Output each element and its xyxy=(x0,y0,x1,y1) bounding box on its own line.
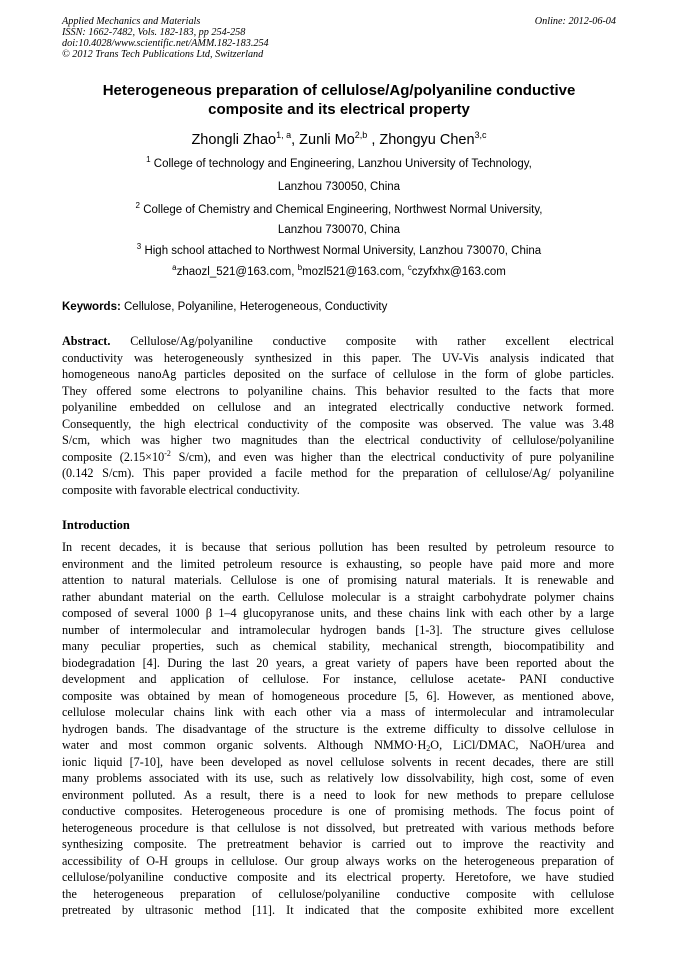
body-line: heterogeneous procedure is that cellulose is not dissolved, but pretreated with various methods before xyxy=(62,820,614,835)
abstract-line: homogeneous nanoAg particles deposited on the surface of cellulose in the form of globe particles. xyxy=(62,367,614,381)
body-line: environment and the limited petroleum resource is exhausting, so people have paid more and more xyxy=(62,556,614,571)
aff-1-num: 1 xyxy=(146,155,151,164)
body-line: composed of several 1000 β 1–4 glucopyranose units, and these chains link with each other by a large xyxy=(62,606,614,620)
author-list xyxy=(40,131,638,149)
aff-1-line-2: Lanzhou 730050, China xyxy=(277,181,401,193)
body-line: biodegradation [4]. During the last 20 years, a great variety of papers have been reported about the xyxy=(62,655,614,670)
author-3-name: Zhongyu Chen xyxy=(379,132,475,148)
doi-line: doi:10.4028/www.scientific.net/AMM.182-183.254 xyxy=(62,38,269,49)
body-line: hydrogen bands. The disadvantage of the structure is the extreme difficulty to dissolve cellulose in xyxy=(62,721,614,736)
abstract-label: Abstract. xyxy=(62,334,111,348)
aff-2-line-1: College of Chemistry and Chemical Engineering, Northwest Normal University, xyxy=(140,204,543,216)
abstract-line: They offered some electrons to polyaniline chains. This behavior resulted to the facts that more xyxy=(62,383,614,398)
keywords-line xyxy=(62,300,387,314)
affiliation-3 xyxy=(40,244,638,258)
body-line: composite was obtained by mean of homogeneous procedure [5, 6]. However, as mentioned above, xyxy=(62,688,614,703)
journal-header xyxy=(62,16,269,60)
body-line: number of intermolecular and intramolecular hydrogen bands [1-3]. The structure gives cellulose xyxy=(62,622,614,637)
affiliation-2 xyxy=(40,203,638,217)
section-heading-introduction: Introduction xyxy=(62,518,130,532)
email-b-sup: b xyxy=(297,263,303,272)
aff-3-line-1: High school attached to Northwest Normal University, Lanzhou 730070, China xyxy=(141,245,542,257)
author-3-sup: 3,c xyxy=(474,130,487,140)
email-c-sup: c xyxy=(407,263,412,272)
email-a-sup: a xyxy=(172,263,177,272)
abstract-line: S/cm, which was higher two magnitudes than the electrical conductivity of cellulose/polyaniline xyxy=(62,433,614,447)
body-line: synthesizing composite. The pretreatment behavior is carried out to improve the reactivity and xyxy=(62,837,614,851)
affiliation-2-city xyxy=(40,223,638,237)
paper-title xyxy=(40,81,638,119)
journal-name: Applied Mechanics and Materials xyxy=(62,16,201,27)
body-line: many peculiar properties, such as chemical stability, mechanical strength, biocompatibility and xyxy=(62,639,614,653)
body-line: conductive composites. Heterogeneous procedure is one of promising methods. The focus point of xyxy=(62,804,614,818)
author-2-name: Zunli Mo xyxy=(299,132,355,148)
body-line: cellulose/polyaniline conductive composite and its electrical property. Heretofore, we have studied xyxy=(62,870,614,884)
author-2-sup: 2,b xyxy=(354,130,368,140)
body-line: rather abundant material on the earth. Cellulose molecular is a straight carbohydrate polymer chains xyxy=(62,589,614,604)
aff-2-line-2: Lanzhou 730070, China xyxy=(277,224,401,236)
body-line: In recent decades, it is because that serious pollution has been resulted by petroleum resource to xyxy=(62,540,614,554)
abstract-line: composite ($2.15\times 10^{-2}$ S/cm), and even was higher than the electrical conductivity of pure polyaniline xyxy=(62,448,614,464)
introduction-paragraph xyxy=(62,539,614,919)
title-line-2: composite and its electrical property xyxy=(208,101,470,118)
body-line: development and application of cellulose. For instance, cellulose acetate- PANI conductive xyxy=(62,672,614,686)
body-line: many problems associated with its use, such as relatively low dissolvability, high cost, some of even xyxy=(62,771,614,785)
affiliation-1-city xyxy=(40,180,638,194)
issn-line: ISSN: 1662-7482, Vols. 182-183, pp 254-258 xyxy=(62,27,246,38)
abstract-line: conductivity was heterogeneously synthesized in this paper. The UV-Vis analysis indicated that xyxy=(62,350,614,365)
body-line: cellulose molecular chains link with each other via a mass of intermolecular and intramolecular xyxy=(62,705,614,719)
body-line: ionic liquid [7-10], have been developed as novel cellulose solvents in recent decades, there are still xyxy=(62,754,614,769)
body-line: attention to natural materials. Cellulose is one of promising natural materials. It is renewable and xyxy=(62,573,614,587)
aff-2-num: 2 xyxy=(135,201,140,210)
affiliation-1 xyxy=(40,157,638,171)
abstract-paragraph xyxy=(62,333,614,498)
email-2[interactable]: mozl521@163.com, xyxy=(302,266,408,278)
abstract-line: (0.142 S/cm). This paper provided a facile method for the preparation of cellulose/Ag/ polyaniline xyxy=(62,466,614,480)
body-line: pretreated by ultrasonic method [11]. It indicated that the composite exhibited more excellent xyxy=(62,903,614,917)
author-1-sup: 1, a xyxy=(276,130,292,140)
author-sep-2: , xyxy=(367,132,380,148)
title-line-1: Heterogeneous preparation of cellulose/Ag/polyaniline conductive xyxy=(102,82,576,99)
online-date: Online: 2012-06-04 xyxy=(534,16,616,27)
body-line: environment polluted. As a result, there is a need to look for new methods to prepare cellulose xyxy=(62,787,614,802)
aff-1-line-1: College of technology and Engineering, Lanzhou University of Technology, xyxy=(150,158,532,170)
copyright-line: © 2012 Trans Tech Publications Ltd, Switzerland xyxy=(62,49,264,60)
abstract-line: composite with favorable electrical conductivity. xyxy=(62,482,300,497)
email-3[interactable]: czyfxhx@163.com xyxy=(411,266,506,278)
abstract-line: Abstract. Cellulose/Ag/polyaniline conductive composite with rather excellent electrical xyxy=(62,334,614,348)
author-1-name: Zhongli Zhao xyxy=(191,132,277,148)
aff-3-num: 3 xyxy=(136,242,142,251)
abstract-line: polyaniline embedded on cellulose and an integrated electrically conductive network formed. xyxy=(62,400,614,414)
email-line xyxy=(40,265,638,279)
abstract-line: Consequently, the high electrical conductivity of the composite was observed. The value was 3.48 xyxy=(62,416,614,431)
body-line: accessibility of O-H groups in cellulose. Our group always works on the heterogeneous preparation of xyxy=(62,853,614,868)
email-1[interactable]: zhaozl_521@163.com, xyxy=(176,266,298,278)
body-line: the heterogeneous preparation of cellulose/polyaniline conductive composite with cellulose xyxy=(62,886,614,901)
body-line: water and most common organic solvents. Although $NMMO\cdot H_2O$, LiCl/DMAC, NaOH/urea and xyxy=(62,738,614,753)
keywords-text: Cellulose, Polyaniline, Heterogeneous, Conductivity xyxy=(120,301,388,313)
author-sep-1: , xyxy=(291,132,300,148)
keywords-label: Keywords: xyxy=(62,301,121,313)
